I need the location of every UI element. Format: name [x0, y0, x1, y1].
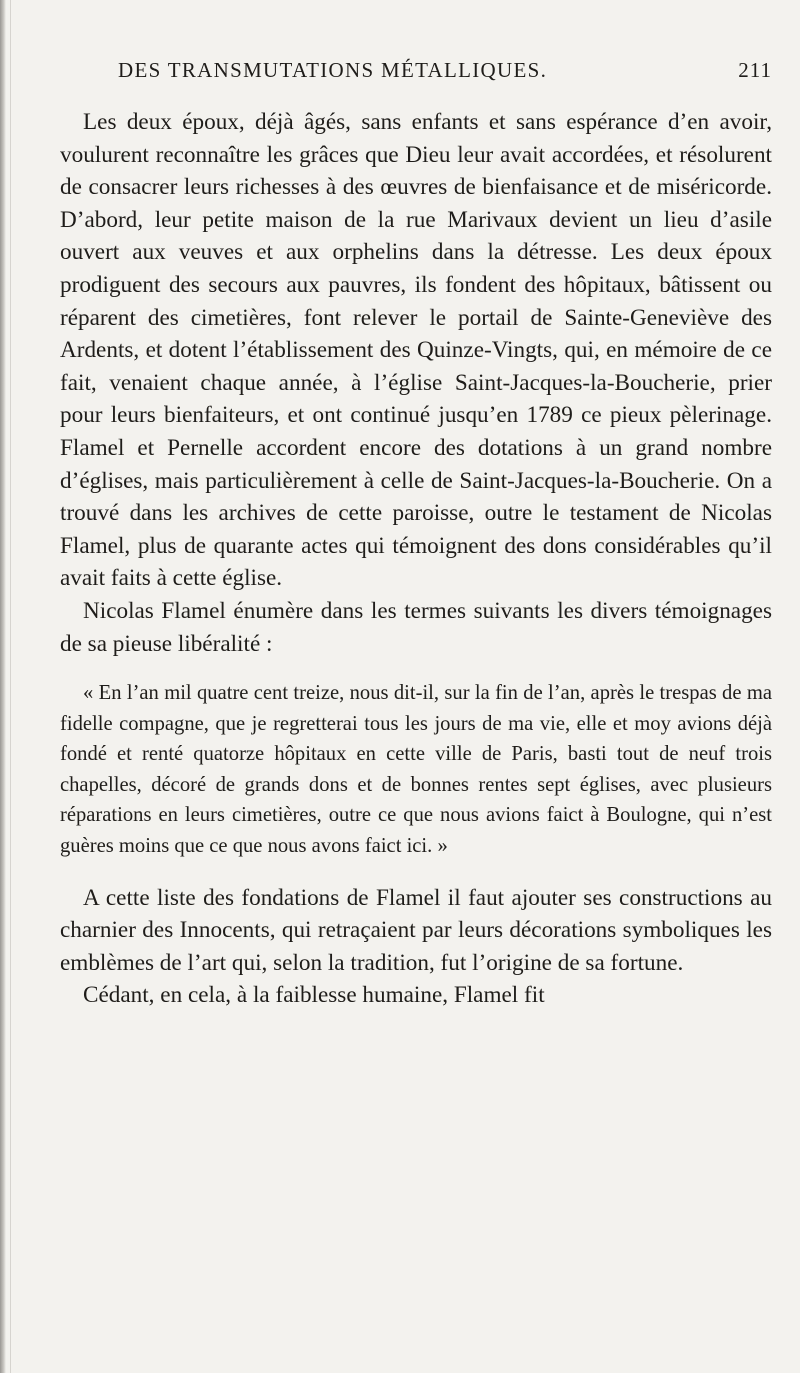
page-number: 211 [738, 58, 772, 82]
running-head [60, 58, 772, 98]
paragraph-flamel-quote: « En l’an mil quatre cent treize, nous dit-il, sur la fin de l’an, après le trespas de ma fidelle compagne, que je regretterai tous les jours de ma vie, elle et moy avions déjà fondé et renté quatorze hôpitaux en cette ville de Paris, basti tout de neuf trois chapelles, décoré de grands dons et de bonnes rentes sept églises, avec plusieurs réparations en leurs cimetières, outre ce que nous avions faict à Boulogne, qui n’est guères moins que ce que nous avons faict ici. » [60, 682, 772, 858]
book-spine-shadow [0, 0, 6, 1373]
book-page [60, 58, 772, 1012]
gutter-line [10, 0, 11, 1373]
paragraph-innocents: A cette liste des fondations de Flamel il faut ajouter ses constructions au charnier des Innocents, qui retraçaient par leurs décorations symboliques les emblèmes de l’art qui, selon la tradition, fut l’origine de sa fortune. [60, 884, 772, 976]
running-head-title: DES TRANSMUTATIONS MÉTALLIQUES. [118, 58, 548, 82]
body-text [60, 106, 772, 1012]
paragraph-enumeration-intro: Nicolas Flamel énumère dans les termes suivants les divers témoignages de sa pieuse libéralité : [60, 597, 772, 657]
paragraph-continuation: Cédant, en cela, à la faiblesse humaine, Flamel fit [83, 982, 545, 1009]
paragraph-donations: Les deux époux, déjà âgés, sans enfants et sans espérance d’en avoir, voulurent reconnaître les grâces que Dieu leur avait accordées, et résolurent de consacrer leurs richesses à des œuvres de bienfaisance et de miséricorde. D’abord, leur petite maison de la rue Marivaux devient un lieu d’asile ouvert aux veuves et aux orphelins dans la détresse. Les deux époux prodiguent des secours aux pauvres, ils fondent des hôpitaux, bâtissent ou réparent des cimetières, font relever le portail de Sainte-Geneviève des Ardents, et dotent l’établissement des Quinze-Vingts, qui, en mémoire de ce fait, venaient chaque année, à l’église Saint-Jacques-la-Boucherie, prier pour leurs bienfaiteurs, et ont continué jusqu’en 1789 ce pieux pèlerinage. Flamel et Pernelle accordent encore des dotations à un grand nombre d’églises, mais particulièrement à celle de Saint-Jacques-la-Boucherie. On a trouvé dans les archives de cette paroisse, outre le testament de Nicolas Flamel, plus de quarante actes qui témoignent des dons considérables qu’il avait faits à cette église. [60, 109, 772, 592]
